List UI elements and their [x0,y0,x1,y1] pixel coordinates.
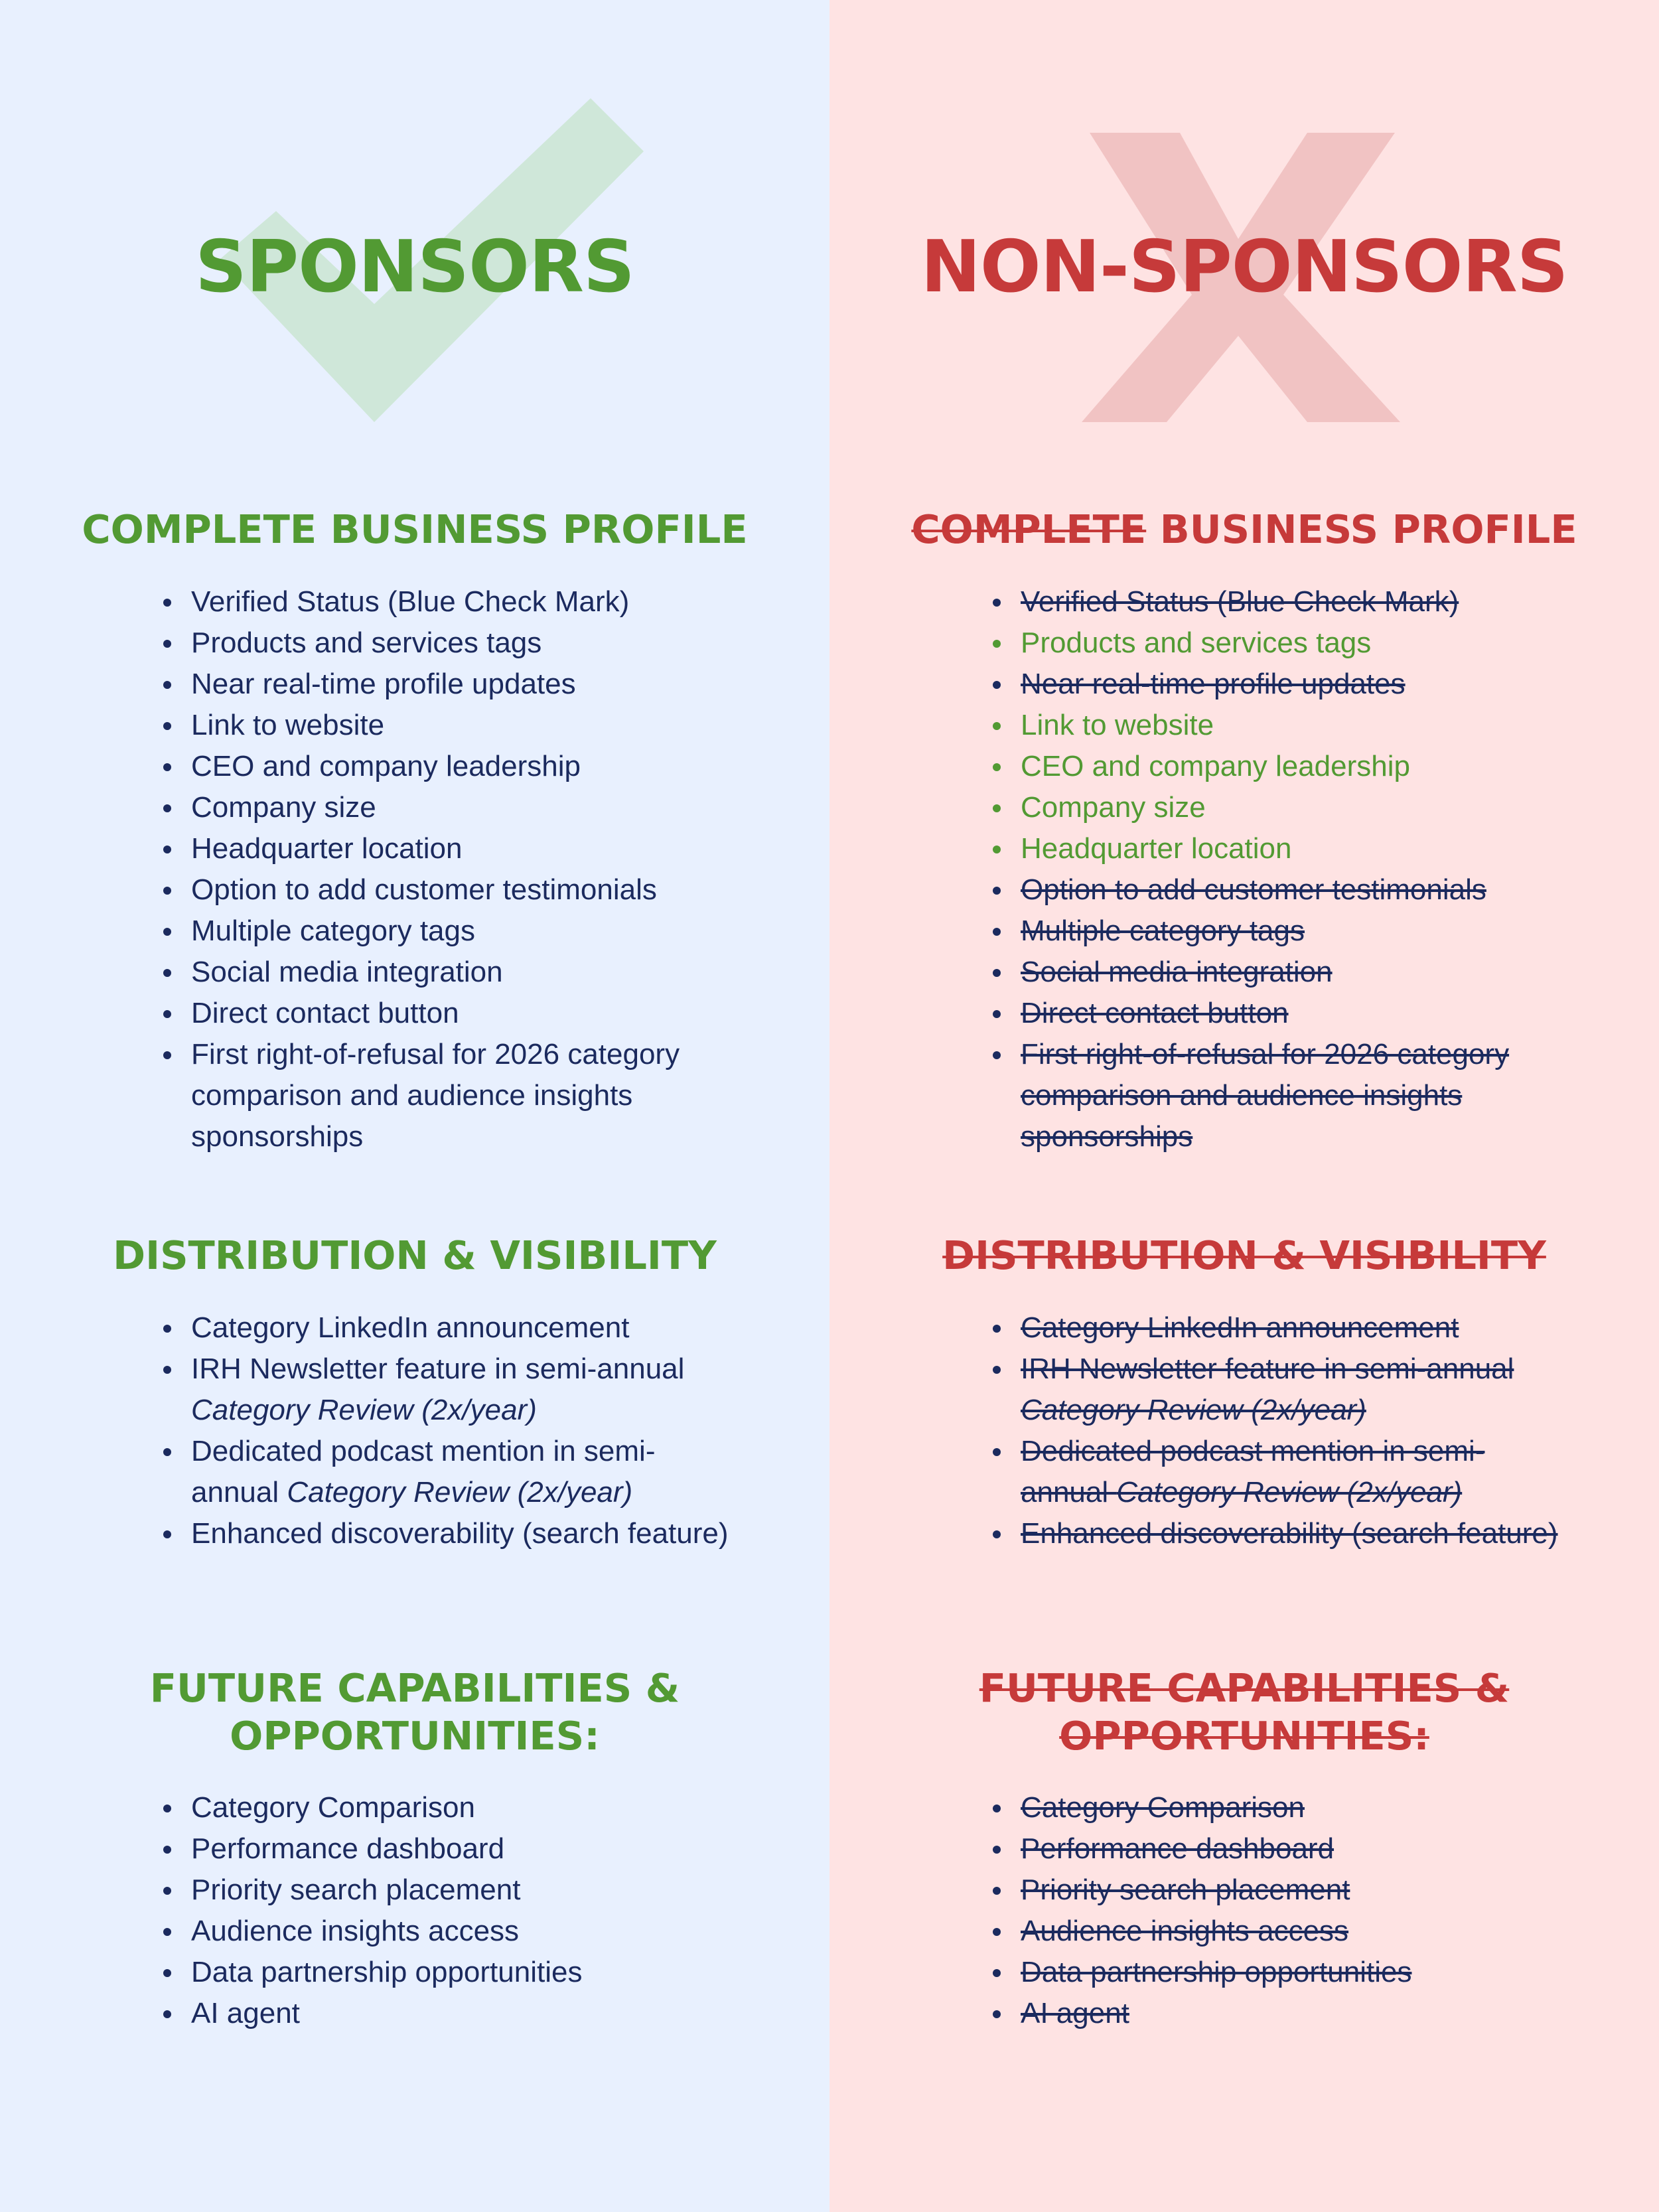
list-item [989,993,1559,1034]
list-item [159,952,730,993]
list-item-text: Performance dashboard [191,1832,505,1865]
list-item [159,1911,730,1952]
list-item-text [1021,1435,1484,1509]
list-item-text: Category Comparison [1021,1791,1305,1824]
list-item-text: Direct contact button [191,997,459,1029]
list-item [159,1513,730,1554]
list-item-text: Social media integration [1021,956,1333,988]
bullet-icon [163,599,171,607]
list-item-text: AI agent [1021,1997,1129,2029]
list-item [989,1513,1559,1554]
bullet-icon [163,969,171,977]
list-item [989,1952,1559,1993]
bullet-icon [163,1010,171,1018]
sponsors-future-list [159,1787,730,2034]
list-item-text: Multiple category tags [1021,915,1305,947]
list-item [159,664,730,705]
sponsors-distribution-list [159,1307,730,1554]
bullet-icon [993,1051,1001,1059]
list-item-text: Audience insights access [1021,1915,1349,1947]
sponsors-profile-heading: COMPLETE BUSINESS PROFILE [82,506,748,552]
sponsors-distribution-heading: DISTRIBUTION & VISIBILITY [113,1232,717,1278]
bullet-icon [163,681,171,689]
list-item [989,869,1559,911]
non-sponsors-future-heading-line2: OPPORTUNITIES: [1059,1713,1429,1759]
list-item [989,787,1559,828]
non-sponsors-profile-list [989,581,1559,1157]
bullet-icon [993,1010,1001,1018]
list-item-italic: Category Review (2x/year) [1116,1476,1463,1509]
list-item [159,993,730,1034]
list-item [159,1952,730,1993]
list-item-text: Option to add customer testimonials [191,873,657,906]
list-item [159,1828,730,1870]
list-item-text: Category LinkedIn announcement [1021,1311,1459,1344]
bullet-icon [163,804,171,812]
list-item [989,581,1559,623]
list-item [989,1993,1559,2034]
bullet-icon [993,2010,1001,2018]
list-item-text: Direct contact button [1021,997,1289,1029]
bullet-icon [993,1448,1001,1456]
list-item-text: Category LinkedIn announcement [191,1311,630,1344]
bullet-icon [993,763,1001,771]
non-sponsors-column [830,0,1659,2212]
bullet-icon [163,1448,171,1456]
list-item [989,911,1559,952]
list-item-text-part: IRH Newsletter feature in semi-annual [1021,1353,1514,1385]
list-item-text: AI agent [191,1997,300,2029]
non-sponsors-distribution-heading: DISTRIBUTION & VISIBILITY [942,1232,1546,1278]
list-item [159,623,730,664]
list-item-text: Enhanced discoverability (search feature) [191,1517,729,1550]
struck-heading-word: COMPLETE [911,506,1147,552]
list-item [989,746,1559,787]
bullet-icon [163,1325,171,1333]
list-item [159,869,730,911]
bullet-icon [163,722,171,730]
list-item-text: Link to website [1021,709,1214,741]
list-item [989,952,1559,993]
list-item-text: Products and services tags [1021,627,1372,659]
heading-rest: BUSINESS PROFILE [1146,506,1577,552]
bullet-icon [993,599,1001,607]
non-sponsors-title: NON-SPONSORS [920,226,1568,309]
list-item-text: Headquarter location [191,832,463,865]
list-item [159,1870,730,1911]
bullet-icon [163,1846,171,1854]
list-item-text: Headquarter location [1021,832,1292,865]
list-item-text: First right-of-refusal for 2026 category comparison and audience insights sponsorships [191,1038,680,1153]
list-item [159,705,730,746]
bullet-icon [163,928,171,936]
list-item-text: Products and services tags [191,627,542,659]
list-item [159,1993,730,2034]
list-item-text: Verified Status (Blue Check Mark) [191,585,630,618]
non-sponsors-distribution-list [989,1307,1559,1554]
list-item-text: Multiple category tags [191,915,475,947]
list-item [989,1870,1559,1911]
sponsors-profile-list [159,581,730,1157]
bullet-icon [163,1969,171,1977]
sponsors-title: SPONSORS [195,226,634,309]
bullet-icon [163,1530,171,1538]
list-item [989,623,1559,664]
list-item [159,828,730,869]
bullet-icon [163,763,171,771]
list-item [989,1787,1559,1828]
list-item [989,1034,1559,1157]
list-item [159,1431,730,1513]
list-item-text [191,1353,684,1426]
bullet-icon [993,969,1001,977]
list-item-text: CEO and company leadership [191,750,581,782]
list-item-text: Near real-time profile updates [191,668,576,700]
list-item [159,581,730,623]
list-item [159,911,730,952]
list-item [989,1431,1559,1513]
list-item-text: Verified Status (Blue Check Mark) [1021,585,1459,618]
bullet-icon [993,1530,1001,1538]
list-item-text: Social media integration [191,956,503,988]
list-item [159,1349,730,1431]
list-item-text: First right-of-refusal for 2026 category comparison and audience insights sponsorships [1021,1038,1510,1153]
bullet-icon [163,1805,171,1812]
list-item-text: Company size [191,791,376,824]
bullet-icon [993,722,1001,730]
list-item-text: Option to add customer testimonials [1021,873,1486,906]
list-item-text: Performance dashboard [1021,1832,1334,1865]
list-item-text: Data partnership opportunities [191,1956,583,1988]
bullet-icon [993,1887,1001,1895]
list-item [989,1828,1559,1870]
list-item [159,1307,730,1349]
sponsors-future-heading [0,1664,830,1760]
list-item-text-part: Dedicated podcast mention in semi-annual [191,1435,656,1509]
list-item [989,1307,1559,1349]
list-item [159,787,730,828]
sponsors-future-heading-line1: FUTURE CAPABILITIES & [149,1665,680,1711]
bullet-icon [993,1969,1001,1977]
list-item [159,746,730,787]
bullet-icon [993,1805,1001,1812]
list-item-text [191,1435,655,1509]
list-item-text: Priority search placement [1021,1874,1350,1906]
bullet-icon [163,846,171,853]
list-item-italic: Category Review (2x/year) [287,1476,633,1509]
non-sponsors-future-heading-line1: FUTURE CAPABILITIES & [979,1665,1510,1711]
bullet-icon [993,804,1001,812]
list-item-text-part: IRH Newsletter feature in semi-annual [191,1353,685,1385]
bullet-icon [993,928,1001,936]
bullet-icon [163,2010,171,2018]
non-sponsors-future-list [989,1787,1559,2034]
bullet-icon [163,1051,171,1059]
list-item-text: Data partnership opportunities [1021,1956,1412,1988]
bullet-icon [993,640,1001,648]
bullet-icon [163,1887,171,1895]
bullet-icon [993,681,1001,689]
bullet-icon [993,846,1001,853]
list-item [989,828,1559,869]
list-item [989,1911,1559,1952]
bullet-icon [163,1366,171,1374]
bullet-icon [993,887,1001,895]
list-item-italic: Category Review (2x/year) [1021,1394,1366,1426]
list-item-text: Near real-time profile updates [1021,668,1406,700]
list-item [989,1349,1559,1431]
bullet-icon [163,1928,171,1936]
list-item-text: Category Comparison [191,1791,475,1824]
list-item-text [1021,1353,1514,1426]
list-item-text: CEO and company leadership [1021,750,1410,782]
non-sponsors-profile-heading [830,506,1659,553]
list-item [989,664,1559,705]
bullet-icon [993,1846,1001,1854]
non-sponsors-future-heading [830,1664,1659,1760]
list-item [159,1787,730,1828]
sponsors-future-heading-line2: OPPORTUNITIES: [230,1713,600,1759]
list-item-italic: Category Review (2x/year) [191,1394,537,1426]
list-item-text: Enhanced discoverability (search feature) [1021,1517,1558,1550]
list-item [989,705,1559,746]
bullet-icon [993,1325,1001,1333]
bullet-icon [163,640,171,648]
bullet-icon [993,1366,1001,1374]
list-item-text: Audience insights access [191,1915,520,1947]
list-item [159,1034,730,1157]
bullet-icon [163,887,171,895]
list-item-text: Link to website [191,709,385,741]
bullet-icon [993,1928,1001,1936]
list-item-text: Company size [1021,791,1206,824]
list-item-text-part: Dedicated podcast mention in semi-annual [1021,1435,1485,1509]
list-item-text: Priority search placement [191,1874,521,1906]
